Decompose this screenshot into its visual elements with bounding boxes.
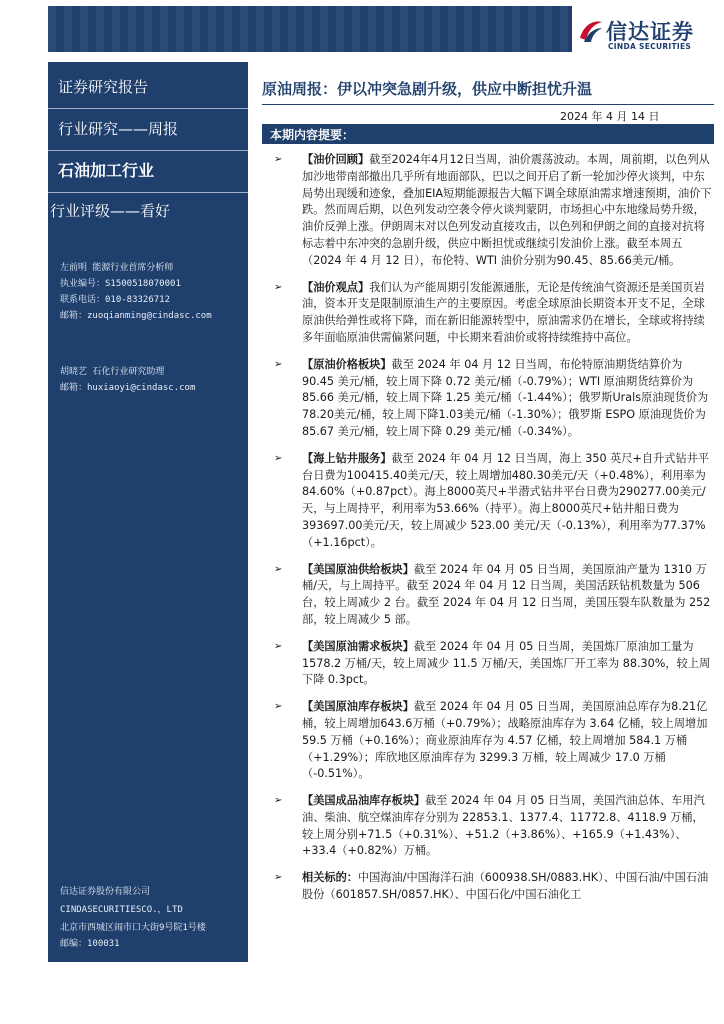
sidebar-industry: 石油加工行业 bbox=[58, 161, 155, 180]
sidebar bbox=[48, 62, 248, 962]
title-rule bbox=[262, 104, 714, 105]
report-date: 2024 年 4 月 14 日 bbox=[560, 110, 660, 123]
cinda-logo-icon bbox=[578, 18, 604, 44]
list-item: ➢ 【美国成品油库存板块】截至 2024 年 04 月 05 日当周，美国汽油总体、车用汽油、柴油、航空煤油库存分别为 22853.1、1377.4、11772.8、4118.9 万桶，较上周分别+71.5（+0.31%）、+51.2（+3.86%）、+165.9（+1.43%）、+33.4（+0.82%）万桶。 bbox=[274, 794, 705, 858]
analyst1-license: 执业编号：S1500518070001 bbox=[60, 279, 181, 289]
sidebar-divider bbox=[48, 108, 248, 109]
sidebar-report-type: 证券研究报告 bbox=[58, 78, 149, 96]
company-address: 北京市西城区闹市口大街9号院1号楼 bbox=[60, 923, 206, 933]
list-item: ➢ 相关标的：中国海油/中国海洋石油（600938.SH/0883.HK）、中国石油/中国石油股份（601857.SH/0857.HK）、中国石化/中国石油化工 bbox=[274, 871, 709, 902]
analyst2-name: 胡晓艺 石化行业研究助理 bbox=[60, 367, 165, 377]
sidebar-divider bbox=[48, 192, 248, 193]
sidebar-divider bbox=[48, 150, 248, 151]
analyst1-name: 左前明 能源行业首席分析师 bbox=[60, 263, 174, 273]
arrow-bullet-icon: ➢ bbox=[274, 640, 283, 652]
report-title: 原油周报：伊以冲突急剧升级，供应中断担忧升温 bbox=[262, 80, 593, 98]
list-item: ➢ 【海上钻井服务】截至 2024 年 04 月 12 日当周，海上 350 英尺+自升式钻井平台日费为100415.40美元/天，较上周增加480.30美元/天（+0.48%），利用率为84.60%（+0.87pct）。海上8000英尺+半潜式钻井平台日费为290277.00美元/天，与上周持平，利用率为53.66%（持平）。海上8000英尺+钻井船日费为393697.00美元/天，较上周减少 523.00 美元/天（-0.13%），利用率为77.37%（+1.16pct）。 bbox=[274, 451, 710, 549]
arrow-bullet-icon: ➢ bbox=[274, 281, 283, 293]
summary-label: 本期内容提要： bbox=[270, 128, 355, 142]
arrow-bullet-icon: ➢ bbox=[274, 872, 283, 884]
list-item: ➢ 【美国原油需求板块】截至 2024 年 04 月 05 日当周，美国炼厂原油加工量为 1578.2 万桶/天，较上周减少 11.5 万桶/天，美国炼厂开工率为 88.30%，较上周下降 0.3pct。 bbox=[274, 639, 711, 687]
sidebar-rating: 行业评级——看好 bbox=[50, 202, 171, 220]
company-name-cn: 信达证券股份有限公司 bbox=[60, 887, 151, 897]
company-name-en: CINDASECURITIESCO.，LTD bbox=[60, 905, 183, 915]
logo-text-en: CINDA SECURITIES bbox=[608, 42, 692, 51]
list-item: ➢ 【美国原油供给板块】截至 2024 年 04 月 05 日当周，美国原油产量为 1310 万桶/天，与上周持平。截至 2024 年 04 月 12 日当周，美国活跃钻机数量为 506 台，较上周减少 2 台。截至 2024 年 04 月 12 日当周，美国压裂车队数量为 252 部，较上周减少 5 部。 bbox=[274, 562, 711, 626]
analyst1-email: 邮箱：zuoqianming@cindasc.com bbox=[60, 311, 212, 321]
arrow-bullet-icon: ➢ bbox=[274, 701, 283, 713]
sidebar-research-type: 行业研究——周报 bbox=[58, 120, 179, 138]
company-logo bbox=[578, 12, 718, 52]
arrow-bullet-icon: ➢ bbox=[274, 795, 283, 807]
company-postcode: 邮编：100031 bbox=[60, 939, 120, 949]
list-item: ➢ 【美国原油库存板块】截至 2024 年 04 月 05 日当周，美国原油总库存为8.21亿桶，较上周增加643.6万桶（+0.79%）；战略原油库存为 3.64 亿桶，较上周增加 59.5 万桶（+0.16%）；商业原油库存为 4.57 亿桶，较上周增加 584.1 万桶（+1.29%）；库欣地区原油库存为 3299.3 万桶，较上周减少 17.0 万桶（-0.51%）。 bbox=[274, 700, 708, 781]
summary-list bbox=[262, 152, 714, 914]
analyst1-phone: 联系电话：010-83326712 bbox=[60, 295, 171, 305]
arrow-bullet-icon: ➢ bbox=[274, 358, 283, 370]
arrow-bullet-icon: ➢ bbox=[274, 452, 283, 464]
list-item: ➢ 【油价回顾】截至2024年4月12日当周，油价震荡波动。本周，周前期，以色列从加沙地带南部撤出几乎所有地面部队，巴以之间开启了新一轮加沙停火谈判，中东局势出现缓和迹象，叠加EIA短期能源报告大幅下调全球原油需求增速预期，油价下跌。然而周后期，以色列发动空袭令停火谈判蒙阴，市场担心中东地缘局势升级，油价反弹上涨。伊朗周末对以色列发动直接攻击，以色列和伊朗之间的直接对抗将标志着中东冲突的急剧升级，供应中断担忧或继续引发油价上涨。截至本周五（2024 年 4 月 12 日），布伦特、WTI 油价分别为90.45、85.66美元/桶。 bbox=[274, 153, 712, 267]
arrow-bullet-icon: ➢ bbox=[274, 563, 283, 575]
header-band-pattern bbox=[48, 6, 572, 52]
list-item: ➢ 【原油价格板块】截至 2024 年 04 月 12 日当周，布伦特原油期货结算价为 90.45 美元/桶，较上周下降 0.72 美元/桶（-0.79%）；WTI 原油期货结算价为 85.66 美元/桶，较上周下降 1.25 美元/桶（-1.44%）；俄罗斯Urals原油现货价为78.20美元/桶，较上周下降1.03美元/桶（-1.30%）；俄罗斯 ESPO 原油现货价为 85.67 美元/桶，较上周下降 0.29 美元/桶（-0.34%）。 bbox=[274, 357, 709, 438]
analyst2-email: 邮箱：huxiaoyi@cindasc.com bbox=[60, 383, 196, 393]
arrow-bullet-icon: ➢ bbox=[274, 154, 283, 165]
logo-text-cn: 信达证券 bbox=[606, 20, 694, 44]
list-item: ➢ 【油价观点】我们认为产能周期引发能源通胀，无论是传统油气资源还是美国页岩油，资本开支是限制原油生产的主要原因。考虑全球原油长期资本开支不足，全球原油供给弹性或将下降，而在新旧能源转型中，原油需求仍在增长，全球或将持续多年面临原油供需偏紧问题，中长期来看油价或将持续维持中高位。 bbox=[274, 280, 705, 344]
